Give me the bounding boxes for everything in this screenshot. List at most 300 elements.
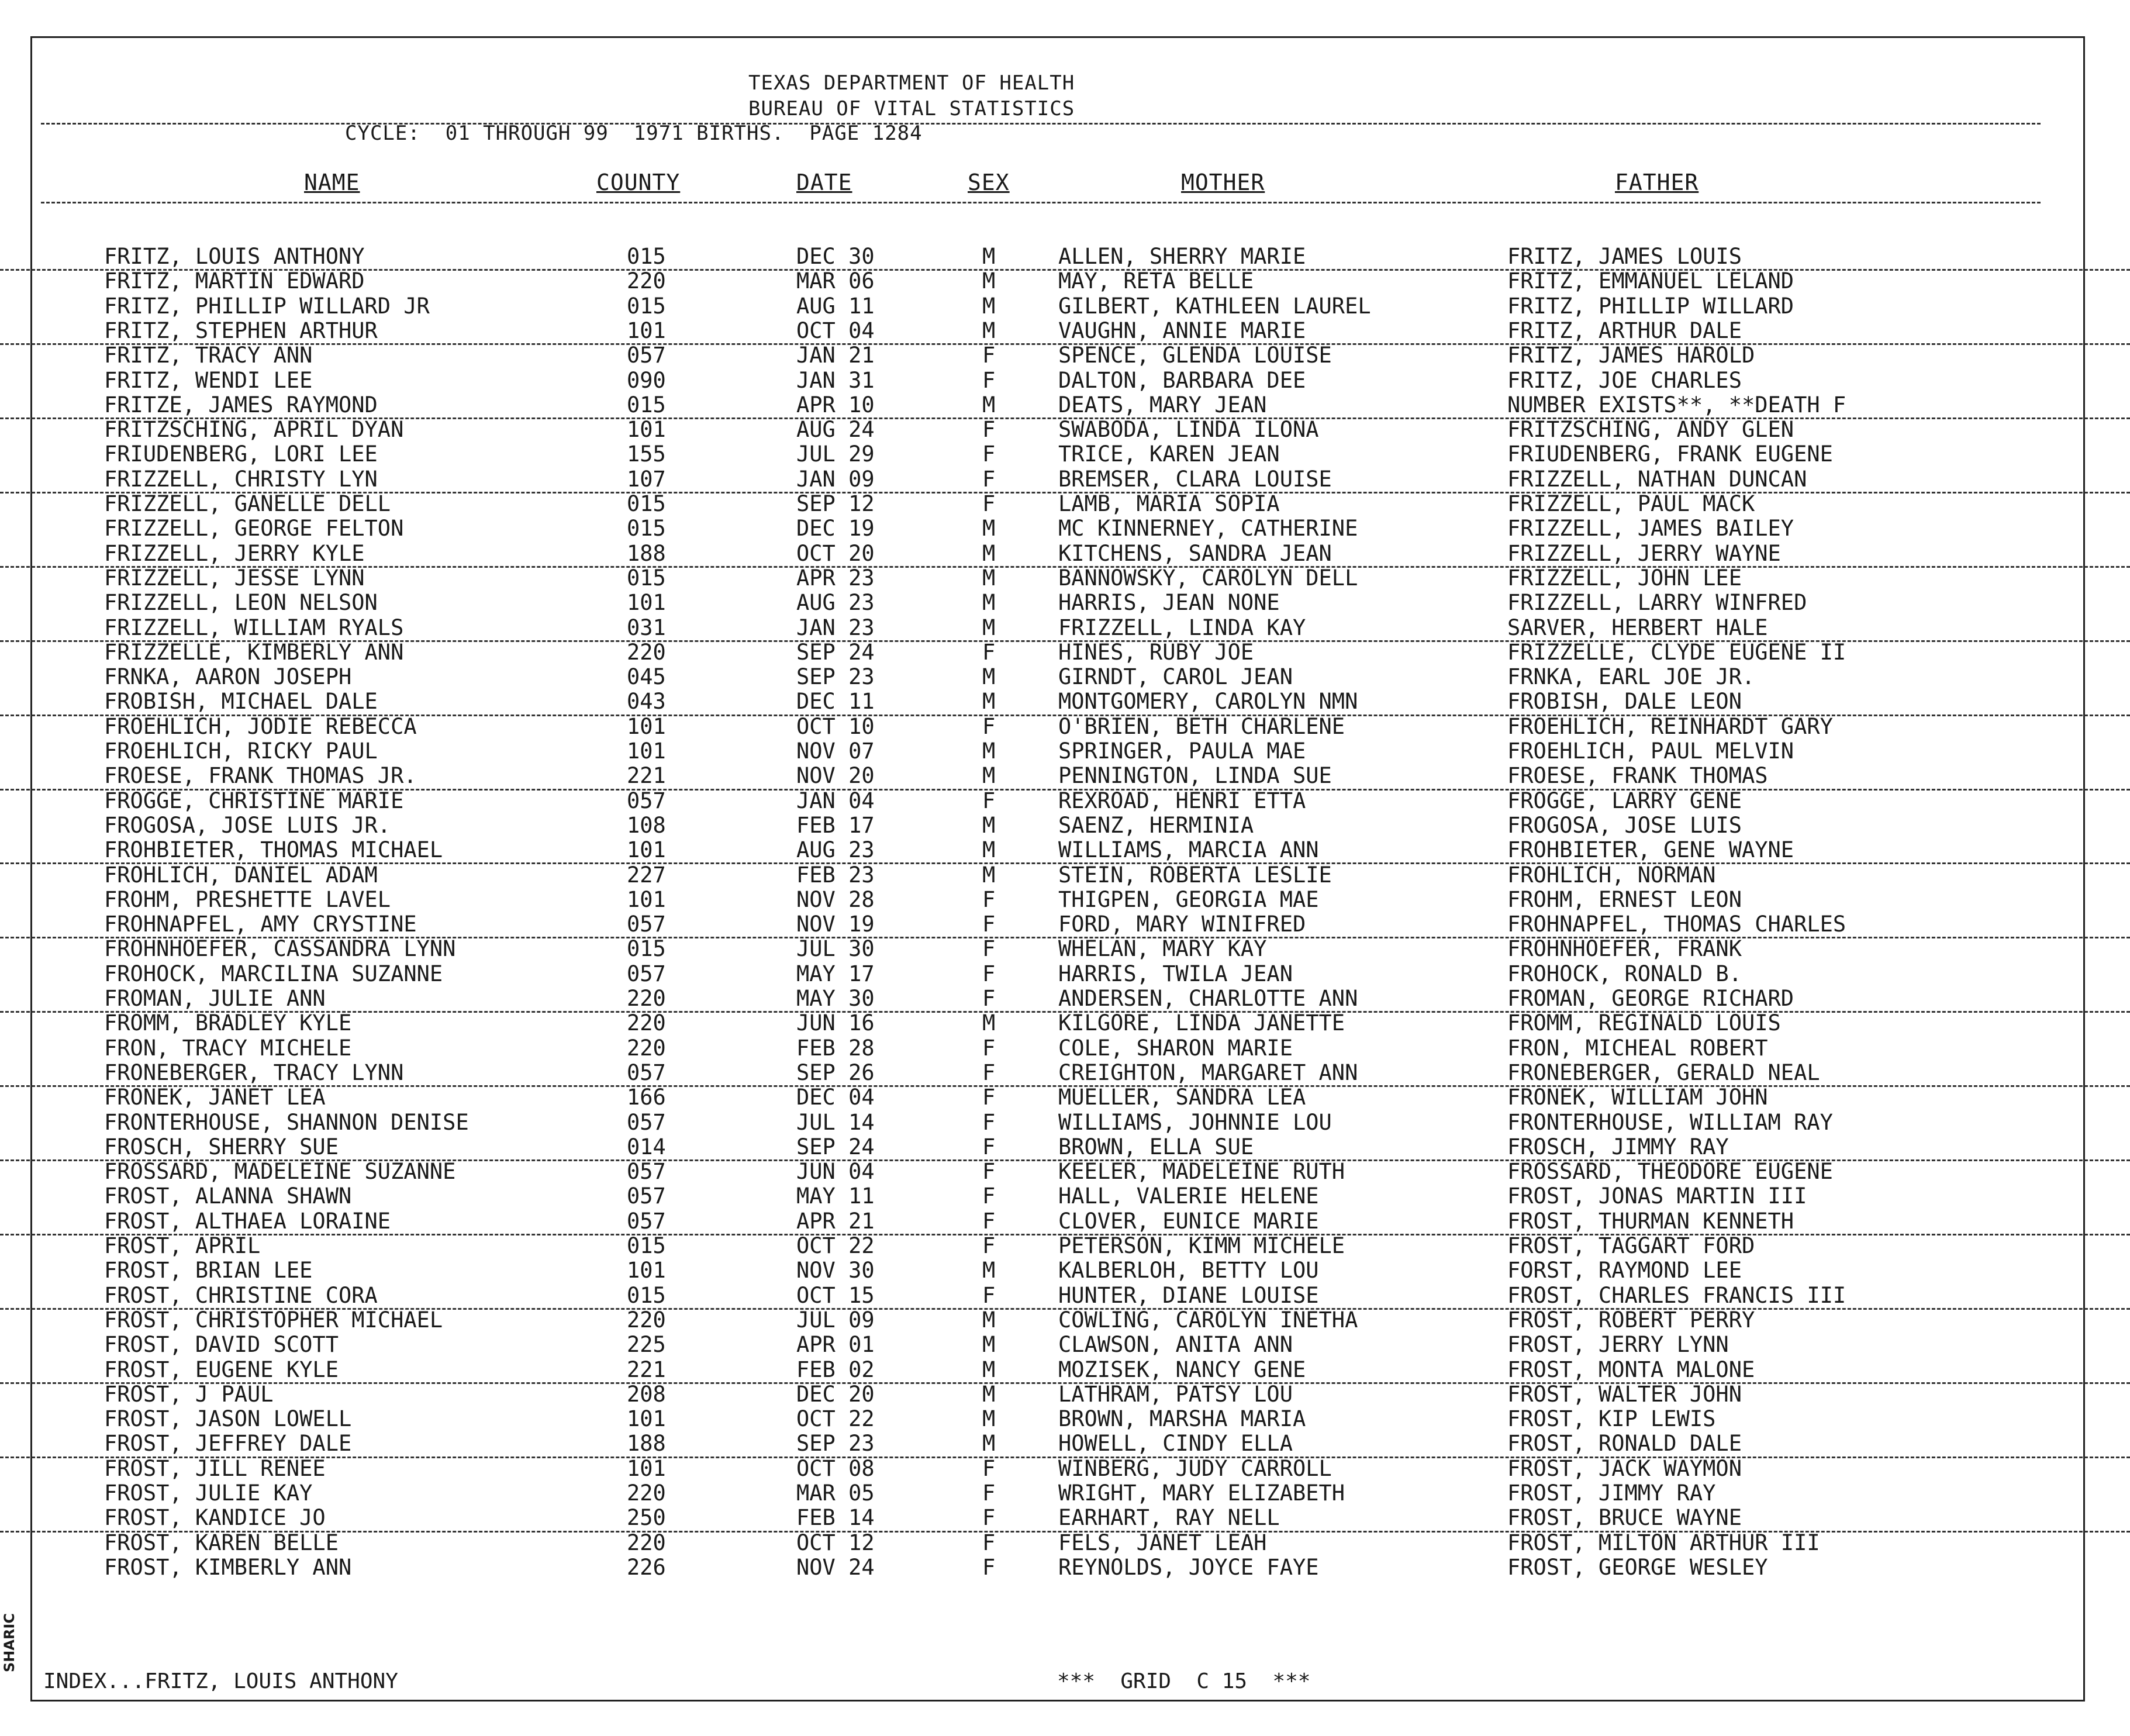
record-sex: M xyxy=(982,392,996,417)
record-row xyxy=(0,442,2130,467)
record-row xyxy=(0,1011,2130,1036)
record-row xyxy=(0,1481,2130,1506)
record-row xyxy=(0,764,2130,790)
record-name: FRIZZELL, GEORGE FELTON xyxy=(104,516,404,541)
record-mother: MC KINNERNEY, CATHERINE xyxy=(1058,516,1358,541)
record-father: FROST, THURMAN KENNETH xyxy=(1507,1208,1794,1234)
record-name: FRITZSCHING, APRIL DYAN xyxy=(104,417,404,443)
record-county: 057 xyxy=(627,1183,666,1209)
record-sex: M xyxy=(982,1258,996,1283)
record-county: 101 xyxy=(627,417,666,443)
record-sex: F xyxy=(982,1035,996,1061)
record-mother: WRIGHT, MARY ELIZABETH xyxy=(1058,1480,1345,1506)
record-name: FRIZZELL, LEON NELSON xyxy=(104,590,378,616)
record-father: FRITZ, JAMES HAROLD xyxy=(1507,343,1755,368)
record-county: 101 xyxy=(627,886,666,912)
record-mother: LATHRAM, PATSY LOU xyxy=(1058,1381,1293,1407)
record-county: 014 xyxy=(627,1134,666,1159)
record-date: JAN 04 xyxy=(796,788,875,813)
record-mother: HARRIS, JEAN NONE xyxy=(1058,590,1280,616)
record-sex: M xyxy=(982,812,996,838)
record-sex: M xyxy=(982,1357,996,1382)
record-date: AUG 23 xyxy=(796,837,875,863)
record-mother: DEATS, MARY JEAN xyxy=(1058,392,1267,417)
record-name: FROST, JEFFREY DALE xyxy=(104,1431,352,1457)
record-sex: M xyxy=(982,1381,996,1407)
record-date: OCT 15 xyxy=(796,1282,875,1308)
record-father: FROST, MONTA MALONE xyxy=(1507,1357,1755,1382)
record-father: FRON, MICHEAL ROBERT xyxy=(1507,1035,1768,1061)
record-mother: MAY, RETA BELLE xyxy=(1058,268,1254,294)
record-mother: CLOVER, EUNICE MARIE xyxy=(1058,1208,1319,1234)
record-father: FROST, ROBERT PERRY xyxy=(1507,1307,1755,1333)
record-sex: F xyxy=(982,936,996,962)
record-name: FROST, JASON LOWELL xyxy=(104,1406,352,1432)
record-name: FROST, J PAUL xyxy=(104,1381,274,1407)
record-sex: M xyxy=(982,516,996,541)
record-county: 101 xyxy=(627,738,666,764)
record-mother: WINBERG, JUDY CARROLL xyxy=(1058,1455,1332,1481)
header-line-2: BUREAU OF VITAL STATISTICS xyxy=(748,97,1075,120)
record-county: 188 xyxy=(627,540,666,566)
record-father: FROBISH, DALE LEON xyxy=(1507,689,1742,715)
record-mother: SPRINGER, PAULA MAE xyxy=(1058,738,1306,764)
record-row xyxy=(0,1333,2130,1357)
record-name: FROHM, PRESHETTE LAVEL xyxy=(104,886,391,912)
record-county: 221 xyxy=(627,1357,666,1382)
record-father: FRIZZELL, LARRY WINFRED xyxy=(1507,590,1807,616)
record-mother: MONTGOMERY, CAROLYN NMN xyxy=(1058,689,1358,715)
record-county: 155 xyxy=(627,441,666,467)
record-father: FRIUDENBERG, FRANK EUGENE xyxy=(1507,441,1833,467)
record-county: 101 xyxy=(627,1455,666,1481)
record-row xyxy=(0,1209,2130,1235)
record-row xyxy=(0,516,2130,541)
record-sex: M xyxy=(982,1332,996,1358)
record-row xyxy=(0,541,2130,568)
record-date: SEP 12 xyxy=(796,491,875,516)
record-mother: VAUGHN, ANNIE MARIE xyxy=(1058,317,1306,343)
header-rule-bottom xyxy=(41,202,2041,203)
record-name: FROGOSA, JOSE LUIS JR. xyxy=(104,812,391,838)
record-sex: M xyxy=(982,664,996,690)
record-sex: F xyxy=(982,1282,996,1308)
record-row xyxy=(0,962,2130,986)
record-sex: M xyxy=(982,540,996,566)
record-name: FROST, JILL RENEE xyxy=(104,1455,326,1481)
record-name: FROST, KIMBERLY ANN xyxy=(104,1554,352,1580)
record-row xyxy=(0,813,2130,838)
record-row xyxy=(0,1258,2130,1283)
record-county: 015 xyxy=(627,1233,666,1258)
record-name: FRONEK, JANET LEA xyxy=(104,1085,326,1110)
record-date: APR 21 xyxy=(796,1208,875,1234)
record-father: FROSSARD, THEODORE EUGENE xyxy=(1507,1159,1833,1185)
record-county: 015 xyxy=(627,293,666,319)
record-row xyxy=(0,838,2130,864)
record-date: DEC 04 xyxy=(796,1085,875,1110)
record-sex: F xyxy=(982,343,996,368)
record-name: FROST, APRIL xyxy=(104,1233,261,1258)
header-rule-top xyxy=(41,123,2041,125)
record-county: 220 xyxy=(627,1480,666,1506)
record-date: NOV 28 xyxy=(796,886,875,912)
record-father: FROHNHOEFER, FRANK xyxy=(1507,936,1742,962)
record-name: FRONTERHOUSE, SHANNON DENISE xyxy=(104,1109,469,1135)
record-sex: F xyxy=(982,713,996,739)
record-date: NOV 24 xyxy=(796,1554,875,1580)
record-father: FRONTERHOUSE, WILLIAM RAY xyxy=(1507,1109,1833,1135)
record-date: AUG 11 xyxy=(796,293,875,319)
record-name: FRITZ, STEPHEN ARTHUR xyxy=(104,317,378,343)
record-date: JAN 21 xyxy=(796,343,875,368)
record-date: MAY 30 xyxy=(796,986,875,1011)
record-county: 015 xyxy=(627,936,666,962)
record-row xyxy=(0,343,2130,368)
record-name: FROST, ALTHAEA LORAINE xyxy=(104,1208,391,1234)
record-county: 250 xyxy=(627,1505,666,1531)
record-row xyxy=(0,1457,2130,1481)
grid-label: *** GRID C 15 *** xyxy=(1057,1669,1311,1693)
record-father: FROST, TAGGART FORD xyxy=(1507,1233,1755,1258)
record-county: 045 xyxy=(627,664,666,690)
record-sex: M xyxy=(982,1307,996,1333)
record-father: FROST, CHARLES FRANCIS III xyxy=(1507,1282,1846,1308)
record-father: FRONEBERGER, GERALD NEAL xyxy=(1507,1059,1820,1085)
record-name: FROMAN, JULIE ANN xyxy=(104,986,326,1011)
record-father: FRIZZELL, NATHAN DUNCAN xyxy=(1507,466,1807,492)
record-sex: M xyxy=(982,689,996,715)
record-sex: M xyxy=(982,565,996,591)
record-sex: F xyxy=(982,441,996,467)
record-sex: M xyxy=(982,590,996,616)
record-sex: M xyxy=(982,268,996,294)
record-county: 226 xyxy=(627,1554,666,1580)
record-name: FROHBIETER, THOMAS MICHAEL xyxy=(104,837,443,863)
record-row xyxy=(0,640,2130,665)
record-mother: FELS, JANET LEAH xyxy=(1058,1530,1267,1555)
record-mother: REXROAD, HENRI ETTA xyxy=(1058,788,1306,813)
record-county: 101 xyxy=(627,713,666,739)
record-sex: M xyxy=(982,1406,996,1432)
record-mother: HALL, VALERIE HELENE xyxy=(1058,1183,1319,1209)
record-county: 101 xyxy=(627,837,666,863)
record-date: SEP 23 xyxy=(796,1431,875,1457)
record-father: FROMAN, GEORGE RICHARD xyxy=(1507,986,1794,1011)
record-father: FROHBIETER, GENE WAYNE xyxy=(1507,837,1794,863)
record-county: 221 xyxy=(627,763,666,789)
record-sex: M xyxy=(982,615,996,640)
record-name: FRONEBERGER, TRACY LYNN xyxy=(104,1059,404,1085)
record-date: FEB 28 xyxy=(796,1035,875,1061)
record-date: JAN 31 xyxy=(796,367,875,393)
record-date: APR 10 xyxy=(796,392,875,417)
record-date: SEP 23 xyxy=(796,664,875,690)
record-sex: F xyxy=(982,1159,996,1185)
record-row xyxy=(0,1110,2130,1135)
record-name: FRIZZELL, WILLIAM RYALS xyxy=(104,615,404,640)
record-date: FEB 02 xyxy=(796,1357,875,1382)
record-date: NOV 19 xyxy=(796,912,875,937)
record-name: FROHNHOEFER, CASSANDRA LYNN xyxy=(104,936,456,962)
record-row xyxy=(0,689,2130,716)
record-mother: PENNINGTON, LINDA SUE xyxy=(1058,763,1332,789)
record-father: FRONEK, WILLIAM JOHN xyxy=(1507,1085,1768,1110)
record-mother: THIGPEN, GEORGIA MAE xyxy=(1058,886,1319,912)
record-county: 108 xyxy=(627,812,666,838)
record-date: MAY 11 xyxy=(796,1183,875,1209)
record-mother: WHELAN, MARY KAY xyxy=(1058,936,1267,962)
record-mother: PETERSON, KIMM MICHELE xyxy=(1058,1233,1345,1258)
record-date: FEB 14 xyxy=(796,1505,875,1531)
record-name: FROBISH, MICHAEL DALE xyxy=(104,689,378,715)
record-name: FROST, KANDICE JO xyxy=(104,1505,326,1531)
record-row xyxy=(0,1431,2130,1458)
record-mother: HINES, RUBY JOE xyxy=(1058,639,1254,665)
record-row xyxy=(0,888,2130,912)
record-sex: F xyxy=(982,1530,996,1555)
record-county: 031 xyxy=(627,615,666,640)
record-name: FRIUDENBERG, LORI LEE xyxy=(104,441,378,467)
record-father: FROST, JIMMY RAY xyxy=(1507,1480,1716,1506)
record-mother: WILLIAMS, JOHNNIE LOU xyxy=(1058,1109,1332,1135)
column-header-name: NAME xyxy=(304,170,360,195)
record-mother: KITCHENS, SANDRA JEAN xyxy=(1058,540,1332,566)
record-father: FRITZ, ARTHUR DALE xyxy=(1507,317,1742,343)
record-name: FROHOCK, MARCILINA SUZANNE xyxy=(104,961,443,986)
record-father: FRIZZELL, JERRY WAYNE xyxy=(1507,540,1781,566)
record-row xyxy=(0,393,2130,419)
record-date: JAN 23 xyxy=(796,615,875,640)
record-county: 057 xyxy=(627,1059,666,1085)
record-row xyxy=(0,566,2130,591)
record-name: FROST, KAREN BELLE xyxy=(104,1530,339,1555)
record-sex: M xyxy=(982,738,996,764)
record-mother: LAMB, MARIA SOPIA xyxy=(1058,491,1280,516)
record-county: 101 xyxy=(627,317,666,343)
record-county: 057 xyxy=(627,1109,666,1135)
record-name: FRIZZELLE, KIMBERLY ANN xyxy=(104,639,404,665)
record-date: AUG 23 xyxy=(796,590,875,616)
record-row xyxy=(0,789,2130,813)
record-row xyxy=(0,467,2130,493)
record-father: FROESE, FRANK THOMAS xyxy=(1507,763,1768,789)
record-mother: HARRIS, TWILA JEAN xyxy=(1058,961,1293,986)
column-header-mother: MOTHER xyxy=(1181,170,1265,195)
record-county: 225 xyxy=(627,1332,666,1358)
record-name: FRITZ, LOUIS ANTHONY xyxy=(104,244,365,269)
record-date: OCT 08 xyxy=(796,1455,875,1481)
record-mother: BROWN, ELLA SUE xyxy=(1058,1134,1254,1159)
record-father: FRITZ, JOE CHARLES xyxy=(1507,367,1742,393)
record-name: FRITZE, JAMES RAYMOND xyxy=(104,392,378,417)
record-row xyxy=(0,492,2130,516)
record-mother: KALBERLOH, BETTY LOU xyxy=(1058,1258,1319,1283)
record-mother: BROWN, MARSHA MARIA xyxy=(1058,1406,1306,1432)
record-mother: TRICE, KAREN JEAN xyxy=(1058,441,1280,467)
column-header-date: DATE xyxy=(796,170,852,195)
record-date: MAR 05 xyxy=(796,1480,875,1506)
record-date: FEB 23 xyxy=(796,862,875,888)
record-name: FRON, TRACY MICHELE xyxy=(104,1035,352,1061)
record-mother: HOWELL, CINDY ELLA xyxy=(1058,1431,1293,1457)
record-row xyxy=(0,1531,2130,1555)
record-county: 208 xyxy=(627,1381,666,1407)
record-county: 057 xyxy=(627,1159,666,1185)
record-mother: KILGORE, LINDA JANETTE xyxy=(1058,1010,1345,1036)
record-row xyxy=(0,1407,2130,1431)
record-name: FROMM, BRADLEY KYLE xyxy=(104,1010,352,1036)
record-father: FRIZZELL, JOHN LEE xyxy=(1507,565,1742,591)
record-mother: REYNOLDS, JOYCE FAYE xyxy=(1058,1554,1319,1580)
record-date: APR 23 xyxy=(796,565,875,591)
record-county: 057 xyxy=(627,961,666,986)
record-mother: WILLIAMS, MARCIA ANN xyxy=(1058,837,1319,863)
record-name: FROST, JULIE KAY xyxy=(104,1480,313,1506)
record-county: 220 xyxy=(627,986,666,1011)
record-father: FROHM, ERNEST LEON xyxy=(1507,886,1742,912)
record-mother: KEELER, MADELEINE RUTH xyxy=(1058,1159,1345,1185)
record-row xyxy=(0,1085,2130,1110)
record-name: FROST, CHRISTOPHER MICHAEL xyxy=(104,1307,443,1333)
record-date: NOV 30 xyxy=(796,1258,875,1283)
record-date: SEP 24 xyxy=(796,639,875,665)
record-mother: FORD, MARY WINIFRED xyxy=(1058,912,1306,937)
record-row xyxy=(0,319,2130,345)
record-county: 015 xyxy=(627,516,666,541)
record-mother: ALLEN, SHERRY MARIE xyxy=(1058,244,1306,269)
record-sex: M xyxy=(982,244,996,269)
record-date: SEP 24 xyxy=(796,1134,875,1159)
record-father: FROGOSA, JOSE LUIS xyxy=(1507,812,1742,838)
record-father: FRIZZELL, PAUL MACK xyxy=(1507,491,1755,516)
record-father: FROMM, REGINALD LOUIS xyxy=(1507,1010,1781,1036)
record-date: MAY 17 xyxy=(796,961,875,986)
record-name: FROESE, FRANK THOMAS JR. xyxy=(104,763,417,789)
record-county: 101 xyxy=(627,1406,666,1432)
side-label: SHARIC xyxy=(1,1613,18,1672)
record-sex: F xyxy=(982,367,996,393)
record-row xyxy=(0,368,2130,393)
record-county: 188 xyxy=(627,1431,666,1457)
record-county: 101 xyxy=(627,590,666,616)
record-county: 166 xyxy=(627,1085,666,1110)
column-header-county: COUNTY xyxy=(596,170,681,195)
record-row xyxy=(0,616,2130,642)
record-father: FROHLICH, NORMAN xyxy=(1507,862,1716,888)
record-date: JUN 16 xyxy=(796,1010,875,1036)
record-father: FROHNAPFEL, THOMAS CHARLES xyxy=(1507,912,1846,937)
record-county: 220 xyxy=(627,268,666,294)
record-sex: F xyxy=(982,1554,996,1580)
record-father: FRITZ, PHILLIP WILLARD xyxy=(1507,293,1794,319)
record-father: FROST, GEORGE WESLEY xyxy=(1507,1554,1768,1580)
record-sex: F xyxy=(982,1208,996,1234)
record-sex: M xyxy=(982,837,996,863)
record-mother: BANNOWSKY, CAROLYN DELL xyxy=(1058,565,1358,591)
record-row xyxy=(0,244,2130,271)
record-sex: F xyxy=(982,1134,996,1159)
record-mother: SWABODA, LINDA ILONA xyxy=(1058,417,1319,443)
record-county: 057 xyxy=(627,788,666,813)
record-date: APR 01 xyxy=(796,1332,875,1358)
record-row xyxy=(0,1382,2130,1407)
record-name: FRITZ, TRACY ANN xyxy=(104,343,313,368)
record-county: 057 xyxy=(627,1208,666,1234)
record-sex: M xyxy=(982,1010,996,1036)
record-sex: F xyxy=(982,1109,996,1135)
record-father: FROEHLICH, PAUL MELVIN xyxy=(1507,738,1794,764)
record-date: NOV 07 xyxy=(796,738,875,764)
record-name: FRNKA, AARON JOSEPH xyxy=(104,664,352,690)
record-mother: GIRNDT, CAROL JEAN xyxy=(1058,664,1293,690)
record-mother: O'BRIEN, BETH CHARLENE xyxy=(1058,713,1345,739)
record-county: 220 xyxy=(627,1035,666,1061)
record-mother: CREIGHTON, MARGARET ANN xyxy=(1058,1059,1358,1085)
record-name: FRIZZELL, JESSE LYNN xyxy=(104,565,365,591)
record-sex: M xyxy=(982,293,996,319)
record-mother: DALTON, BARBARA DEE xyxy=(1058,367,1306,393)
record-name: FROST, DAVID SCOTT xyxy=(104,1332,339,1358)
record-row xyxy=(0,294,2130,319)
record-father: FRITZ, EMMANUEL LELAND xyxy=(1507,268,1794,294)
record-mother: BREMSER, CLARA LOUISE xyxy=(1058,466,1332,492)
record-name: FROST, CHRISTINE CORA xyxy=(104,1282,378,1308)
record-date: DEC 19 xyxy=(796,516,875,541)
record-date: JUL 30 xyxy=(796,936,875,962)
record-name: FROGGE, CHRISTINE MARIE xyxy=(104,788,404,813)
record-county: 015 xyxy=(627,244,666,269)
record-date: JAN 09 xyxy=(796,466,875,492)
record-sex: M xyxy=(982,317,996,343)
record-father: FROEHLICH, REINHARDT GARY xyxy=(1507,713,1833,739)
record-mother: ANDERSEN, CHARLOTTE ANN xyxy=(1058,986,1358,1011)
record-sex: M xyxy=(982,1431,996,1457)
record-row xyxy=(0,1036,2130,1061)
record-father: FROST, JERRY LYNN xyxy=(1507,1332,1729,1358)
record-name: FROEHLICH, JODIE REBECCA xyxy=(104,713,417,739)
record-sex: F xyxy=(982,912,996,937)
record-sex: F xyxy=(982,1183,996,1209)
record-date: FEB 17 xyxy=(796,812,875,838)
record-mother: CLAWSON, ANITA ANN xyxy=(1058,1332,1293,1358)
record-name: FRIZZELL, CHRISTY LYN xyxy=(104,466,378,492)
record-date: DEC 11 xyxy=(796,689,875,715)
record-name: FROST, BRIAN LEE xyxy=(104,1258,313,1283)
record-name: FRITZ, PHILLIP WILLARD JR xyxy=(104,293,430,319)
record-father: FROHOCK, RONALD B. xyxy=(1507,961,1742,986)
record-date: JUL 14 xyxy=(796,1109,875,1135)
record-county: 220 xyxy=(627,1307,666,1333)
record-row xyxy=(0,665,2130,689)
record-mother: FRIZZELL, LINDA KAY xyxy=(1058,615,1306,640)
record-mother: STEIN, ROBERTA LESLIE xyxy=(1058,862,1332,888)
record-date: OCT 12 xyxy=(796,1530,875,1555)
record-row xyxy=(0,863,2130,888)
record-mother: COWLING, CAROLYN INETHA xyxy=(1058,1307,1358,1333)
record-name: FRIZZELL, GANELLE DELL xyxy=(104,491,391,516)
record-mother: COLE, SHARON MARIE xyxy=(1058,1035,1293,1061)
record-mother: SPENCE, GLENDA LOUISE xyxy=(1058,343,1332,368)
record-sex: F xyxy=(982,961,996,986)
record-county: 043 xyxy=(627,689,666,715)
record-date: OCT 20 xyxy=(796,540,875,566)
record-name: FRITZ, WENDI LEE xyxy=(104,367,313,393)
record-date: JUN 04 xyxy=(796,1159,875,1185)
record-father: FROST, JACK WAYMON xyxy=(1507,1455,1742,1481)
record-date: OCT 10 xyxy=(796,713,875,739)
record-county: 057 xyxy=(627,343,666,368)
